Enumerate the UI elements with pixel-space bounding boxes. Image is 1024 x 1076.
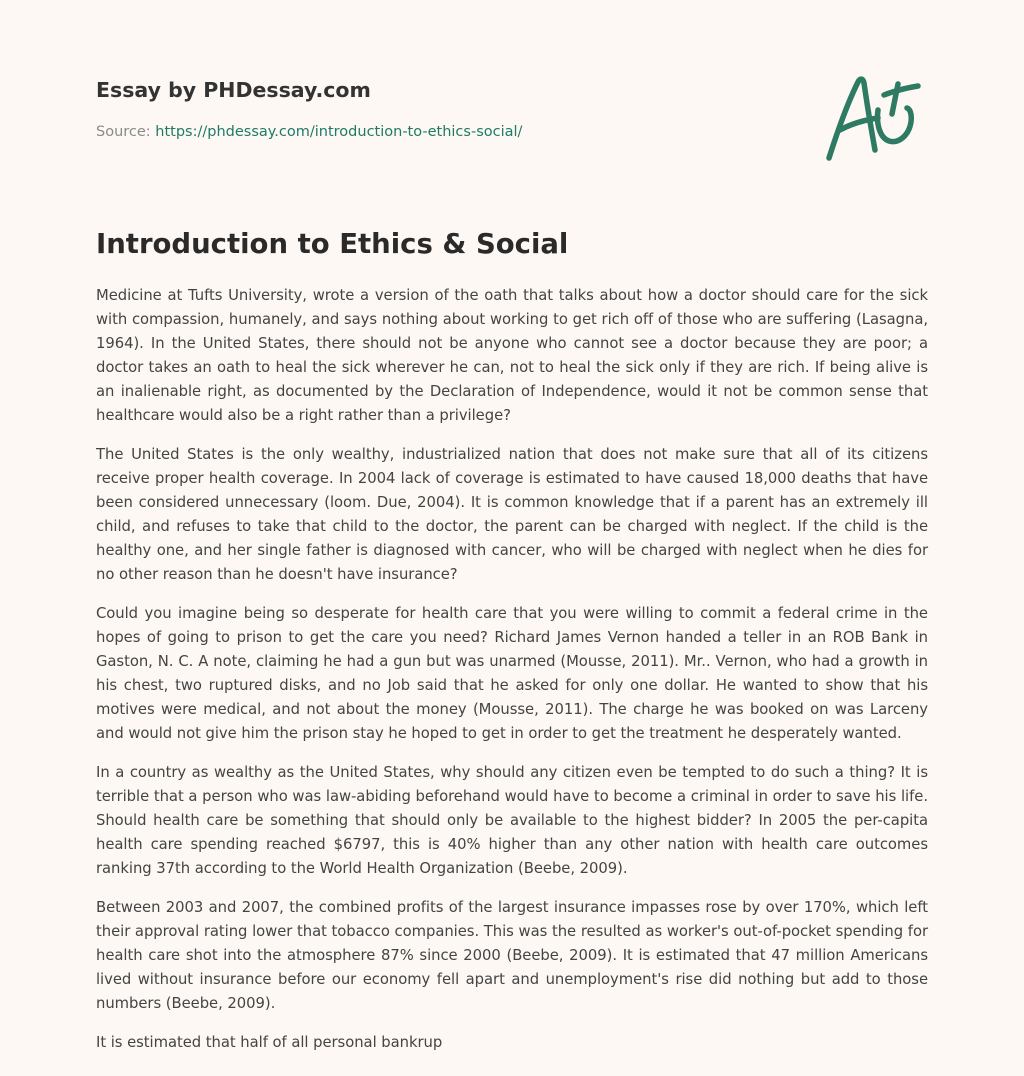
- essay-paragraph: In a country as wealthy as the United States, why should any citizen even be tempted to do such a thing? It is terrible that a person who was law-abiding beforehand would have to become a criminal in order to save his life. Should health care be something that should only be available to the highest bidder? In 2005 the per-capita health care spending reached $6797, this is 40% higher than any other nation with health care outcomes ranking 37th according to the World Health Organization (Beebe, 2009).: [96, 764, 928, 877]
- essay-paragraph: Between 2003 and 2007, the combined profits of the largest insurance impasses rose by over 170%, which left their approval rating lower that tobacco companies. This was the resulted as worker's out-of-pocket spending for health care shot into the atmosphere 87% since 2000 (Beebe, 2009). It is estimated that 47 million Americans lived without insurance before our economy fell apart and unemployment's rise did nothing but add to those numbers (Beebe, 2009).: [96, 899, 928, 1012]
- essay-paragraph: Could you imagine being so desperate for health care that you were willing to commit a federal crime in the hopes of going to prison to get the care you need? Richard James Vernon handed a teller in an ROB Bank in Gaston, N. C. A note, claiming he had a gun but was unarmed (Mousse, 2011). Mr.. Vernon, who had a growth in his chest, two ruptured disks, and no Job said that he asked for only one dollar. He wanted to show that his motives were medical, and not about the money (Mousse, 2011). The charge he was booked on was Larceny and would not give him the prison stay he hoped to get in order to get the treatment he desperately wanted.: [96, 605, 928, 742]
- essay-title: Introduction to Ethics & Social: [96, 228, 569, 260]
- essay-paragraph: Medicine at Tufts University, wrote a version of the oath that talks about how a doctor should care for the sick with compassion, humanely, and says nothing about working to get rich off of those who are suffering (Lasagna, 1964). In the United States, there should not be anyone who cannot see a doctor because they are poor; a doctor takes an oath to heal the sick wherever he can, not to heal the sick only if they are rich. If being alive is an inalienable right, as documented by the Declaration of Independence, would it not be common sense that healthcare would also be a right rather than a privilege?: [96, 287, 928, 424]
- page-header: [96, 76, 696, 142]
- essay-paragraph: The United States is the only wealthy, industrialized nation that does not make sure that all of its citizens receive proper health coverage. In 2004 lack of coverage is estimated to have caused 18,000 deaths that have been considered unnecessary (loom. Due, 2004). It is common knowledge that if a parent has an extremely ill child, and refuses to take that child to the doctor, the parent can be charged with neglect. If the child is the healthy one, and her single father is diagnosed with cancer, who will be charged with neglect when he dies for no other reason than he doesn't have insurance?: [96, 446, 928, 583]
- site-title: Essay by PHDessay.com: [96, 78, 371, 102]
- source-label: Source:: [96, 124, 151, 140]
- a-plus-logo: [820, 66, 930, 166]
- essay-paragraph-truncated: It is estimated that half of all personal bankrup: [96, 1034, 443, 1051]
- a-plus-logo-graphic: [820, 66, 930, 166]
- source-line: [96, 122, 696, 142]
- essay-body: [96, 284, 928, 1070]
- source-link[interactable]: https://phdessay.com/introduction-to-ethics-social/: [155, 124, 523, 140]
